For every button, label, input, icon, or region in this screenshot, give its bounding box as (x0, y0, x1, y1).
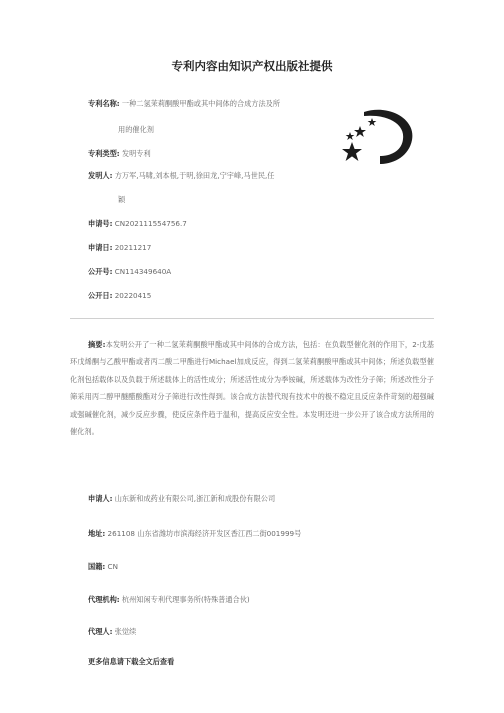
application-date-row (88, 243, 151, 253)
agency-label: 代理机构: (88, 595, 120, 604)
applicant-label: 申请人: (88, 494, 113, 503)
application-number-label: 申请号: (88, 219, 113, 228)
publication-date-row (88, 291, 151, 301)
agent-value: 张觉续 (114, 627, 137, 636)
logo-star-large (342, 142, 362, 161)
applicant-row (88, 494, 275, 504)
patent-type-label: 专利类型: (88, 149, 120, 158)
application-date-label: 申请日: (88, 243, 113, 252)
download-full-text-link[interactable]: 更多信息请下载全文后查看 (88, 657, 175, 666)
inventors-value: 方万军,马啸,刘本根,于明,徐田龙,宁宇峰,马世民,任 (114, 171, 275, 180)
agency-value: 杭州知闲专利代理事务所(特殊普通合伙) (121, 595, 250, 604)
publication-number-label: 公开号: (88, 267, 113, 276)
application-number-value: CN202111554756.7 (114, 219, 187, 228)
inventors-row (88, 171, 274, 181)
section-divider (70, 318, 434, 319)
applicant-value: 山东新和成药业有限公司,浙江新和成股份有限公司 (114, 494, 276, 503)
abstract-text: 本发明公开了一种二氢茉莉酮酸甲酯或其中间体的合成方法，包括：在负载型催化剂的作用下，2-戊基环戊烯酮与乙酸甲酯或者丙二酸二甲酯进行Michael加成反应，得到二氢茉莉酮酸甲酯或其中间体；所述负载型催化剂包括载体以及负载于所述载体上的活性成分；所述活性成分为季铵碱，所述载体为改性分子筛；所述改性分子筛采用丙二醇甲醚醋酸酯对分子筛进行改性得到。该合成方法替代现有技术中的极不稳定且反应条件苛刻的超强碱或强碱催化剂，减少反应步骤，使反应条件趋于温和，提高反应安全性。本发明还进一步公开了该合成方法所用的催化剂。 (70, 340, 435, 437)
inventors-label: 发明人: (88, 171, 113, 180)
logo-star (346, 132, 355, 140)
publisher-logo (342, 106, 430, 178)
patent-name-continued: 用的催化剂 (118, 125, 154, 134)
page-title: 专利内容由知识产权出版社提供 (171, 59, 333, 73)
publication-number-row (88, 267, 171, 277)
patent-type-row (88, 149, 151, 159)
agent-row (88, 627, 136, 637)
address-value: 261108 山东省潍坊市滨海经济开发区香江西二街001999号 (107, 529, 302, 538)
address-label: 地址: (88, 529, 106, 538)
country-row (88, 562, 118, 572)
patent-type-value: 发明专利 (121, 149, 151, 158)
agent-label: 代理人: (88, 627, 113, 636)
country-label: 国籍: (88, 562, 106, 571)
publication-date-value: 20220415 (114, 291, 152, 300)
logo-star (354, 126, 366, 137)
application-date-value: 20211217 (114, 243, 152, 252)
logo-emblem-swoosh (364, 110, 412, 164)
patent-name-value: 一种二氢茉莉酮酸甲酯或其中间体的合成方法及所 (121, 99, 281, 108)
patent-name-row (88, 99, 280, 109)
application-number-row (88, 219, 187, 229)
publication-number-value: CN114349640A (114, 267, 172, 276)
address-row (88, 529, 301, 539)
logo-star (368, 118, 377, 126)
patent-name-label: 专利名称: (88, 99, 120, 108)
agency-row (88, 595, 250, 605)
inventors-continued: 颖 (118, 195, 126, 204)
abstract-block (70, 336, 434, 440)
country-value: CN (107, 562, 118, 571)
publication-date-label: 公开日: (88, 291, 113, 300)
abstract-label: 摘要: (88, 340, 106, 349)
